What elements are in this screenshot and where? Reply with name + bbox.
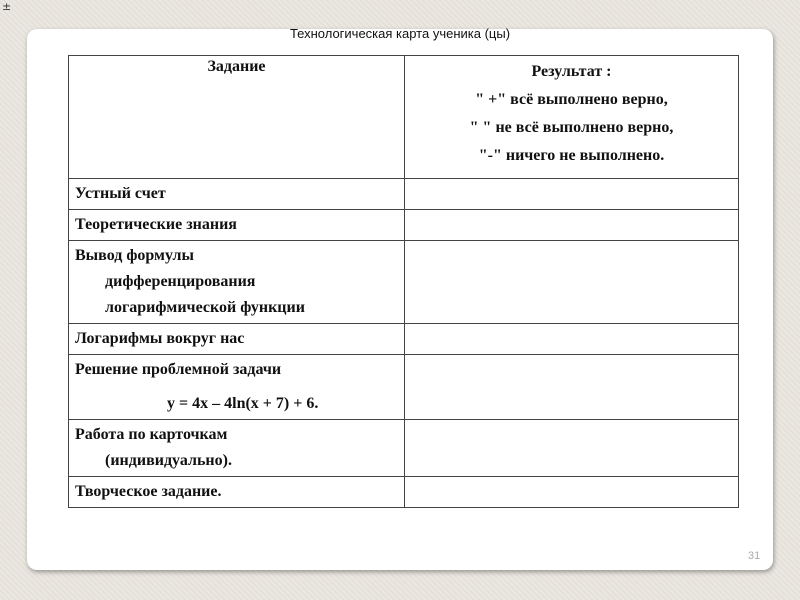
task-label: Вывод формулы (75, 247, 195, 264)
table-row (69, 179, 739, 210)
task-cell (69, 355, 405, 420)
table-row (69, 420, 739, 477)
result-cell[interactable] (405, 477, 739, 508)
task-formula: y = 4x – 4ln(x + 7) + 6. (167, 395, 319, 412)
header-result-line: Результат : (531, 63, 612, 80)
task-label: Творческое задание. (75, 483, 222, 500)
result-cell[interactable] (405, 420, 739, 477)
result-cell[interactable] (405, 179, 739, 210)
table-row (69, 241, 739, 324)
task-cell (69, 420, 405, 477)
slide-title: Технологическая карта ученика (цы) (289, 26, 511, 41)
tech-map-table (68, 55, 739, 508)
table-row (69, 210, 739, 241)
task-cell (69, 179, 405, 210)
table-row (69, 324, 739, 355)
table-row (69, 477, 739, 508)
task-label: Устный счет (75, 185, 166, 202)
result-cell[interactable] (405, 210, 739, 241)
task-cell (69, 477, 405, 508)
table-header-row (69, 56, 739, 179)
header-result-line: " +" всё выполнено верно, (475, 91, 668, 108)
task-label: Логарифмы вокруг нас (75, 330, 245, 347)
result-cell[interactable] (405, 241, 739, 324)
page-number: 31 (748, 550, 761, 562)
task-cell (69, 210, 405, 241)
table-row (69, 355, 739, 420)
corner-mark: ± (2, 0, 12, 13)
result-cell[interactable] (405, 355, 739, 420)
task-cell (69, 324, 405, 355)
result-cell[interactable] (405, 324, 739, 355)
header-result-line: "-" ничего не выполнено. (478, 147, 665, 164)
task-label-continued: дифференцирования (105, 273, 256, 290)
task-label: Работа по карточкам (75, 426, 228, 443)
task-label-continued: (индивидуально). (105, 452, 232, 469)
task-cell (69, 241, 405, 324)
task-label: Теоретические знания (75, 216, 237, 233)
header-result (405, 56, 739, 179)
header-task: Задание (69, 56, 405, 179)
task-label-continued: логарифмической функции (105, 299, 305, 316)
task-label: Решение проблемной задачи (75, 361, 282, 378)
header-result-line: " " не всё выполнено верно, (469, 119, 674, 136)
